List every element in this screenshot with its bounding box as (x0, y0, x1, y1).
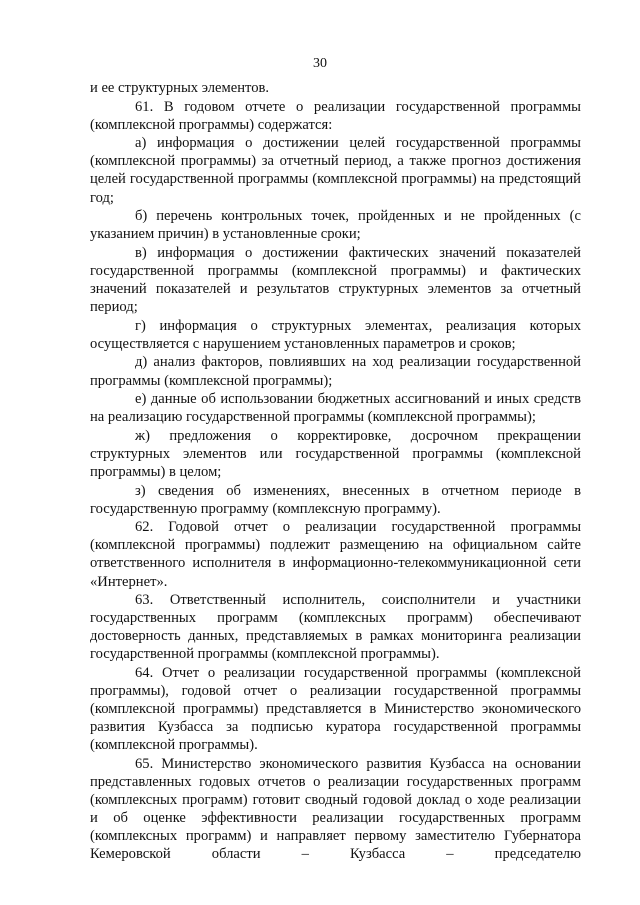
paragraph-61-g: г) информация о структурных элементах, реализация которых осуществляется с нарушением установленных параметров и сроков; (90, 317, 581, 352)
paragraph-61: 61. В годовом отчете о реализации государственной программы (комплексной программы) содержатся: (90, 98, 581, 133)
paragraph-61-z: з) сведения об изменениях, внесенных в отчетном периоде в государственную программу (комплексную программу). (90, 482, 581, 517)
paragraph-continuation: и ее структурных элементов. (90, 80, 270, 96)
paragraph-61-b: б) перечень контрольных точек, пройденных и не пройденных (с указанием причин) в установленные сроки; (90, 208, 581, 243)
page-number: 30 (313, 56, 327, 71)
document-body (90, 79, 581, 864)
paragraph-61-zh: ж) предложения о корректировке, досрочном прекращении структурных элементов или государственной программы (комплексной программы) в целом; (90, 427, 581, 480)
paragraph-61-d: д) анализ факторов, повлиявших на ход реализации государственной программы (комплексной программы); (90, 354, 581, 389)
paragraph-61-e: е) данные об использовании бюджетных ассигнований и иных средств на реализацию государственной программы (комплексной программы); (90, 391, 581, 426)
paragraph-63: 63. Ответственный исполнитель, соисполнители и участники государственных программ (комплексных программ) обеспечивают достоверность данных, представляемых в рамках мониторинга реализации государственной программы (комплексной программы). (90, 592, 581, 663)
paragraph-64: 64. Отчет о реализации государственной программы (комплексной программы), годовой отчет о реализации государственной программы (комплексной программы) представляется в Министерство экономического развития Кузбасса за подписью куратора государственной программы (комплексной программы). (90, 665, 581, 754)
paragraph-61-a: а) информация о достижении целей государственной программы (комплексной программы) за отчетный период, а также прогноз достижения целей государственной программы (комплексной программы) на предстоящий год; (90, 135, 581, 206)
paragraph-61-v: в) информация о достижении фактических значений показателей государственной программы (комплексной программы) и фактических значений показателей и результатов структурных элементов за отчетный период; (90, 244, 581, 316)
paragraph-65: 65. Министерство экономического развития Кузбасса на основании представленных годовых отчетов о реализации государственных программ (комплексных программ) готовит сводный годовой доклад о ходе реализации и об оценке эффективности реализации государственных программ (комплексных программ) и направляет первому заместителю Губернатора Кемеровской области – Кузбасса – председателю (90, 755, 581, 863)
paragraph-62: 62. Годовой отчет о реализации государственной программы (комплексной программы) подлежит размещению на официальном сайте ответственного исполнителя в информационно-телекоммуникационной сети «Интернет». (90, 519, 581, 590)
